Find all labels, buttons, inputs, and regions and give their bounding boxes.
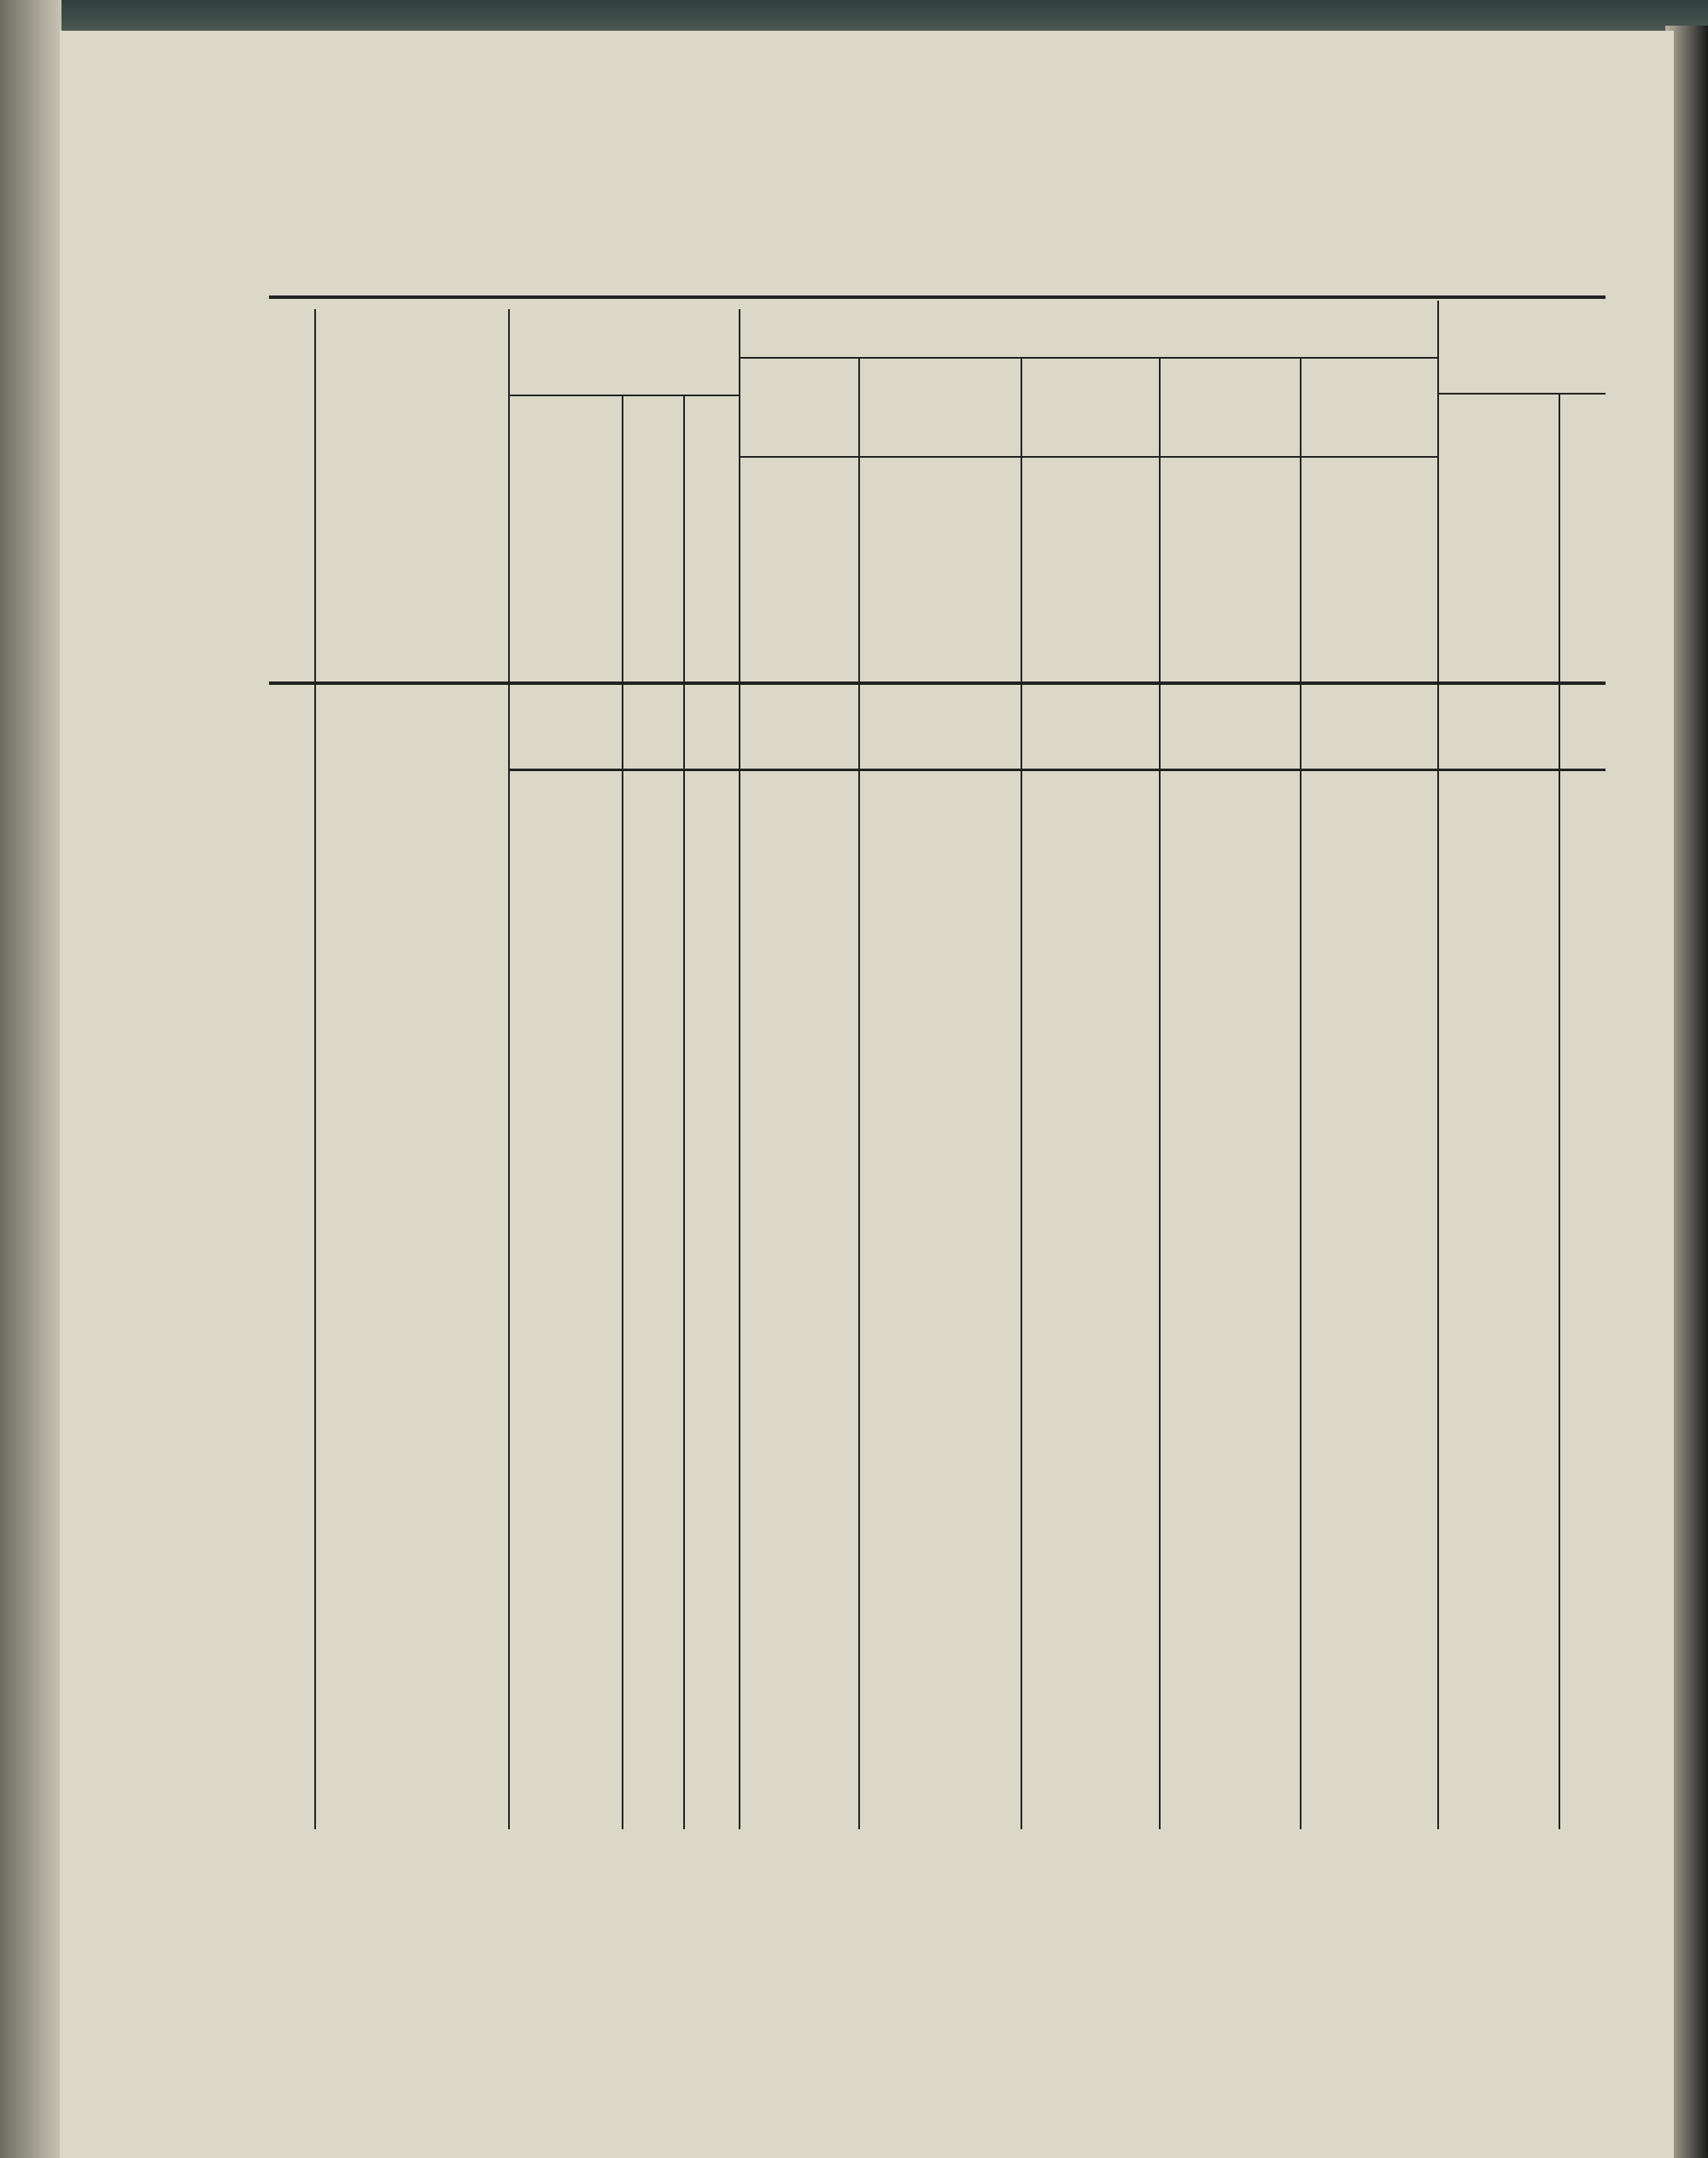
col-rule-1 [314,309,316,1829]
header-bottom-rule [269,681,1606,685]
col-rule-11 [1559,393,1560,1829]
col-rule-7 [1021,357,1022,1829]
book-top-edge [0,0,1708,34]
staat-sub-rule [508,395,739,396]
col-rule-6 [858,357,860,1829]
col-rule-5 [739,309,740,1829]
ueberhaupt-header [1565,393,1602,675]
header-top-rule [269,295,1606,299]
israel-procente-header [1305,478,1339,640]
col-rule-10 [1437,301,1439,1829]
col-rule-9 [1300,357,1301,1829]
book-left-edge [0,0,61,2158]
kreis-procente-header [745,478,779,640]
civil-procente-header [864,478,898,640]
col-rule-4 [683,395,685,1829]
sum-rule [508,769,1606,771]
evang-procente-header [1027,478,1061,640]
kath-procente-header [1165,478,1199,640]
kopf-header [688,401,736,640]
nummer-header [275,547,304,675]
col-rule-3 [622,395,623,1829]
col-rule-2 [508,309,510,1829]
zuschlag-sub-rule [739,357,1439,359]
page [60,31,1674,2158]
col-rule-8 [1159,357,1161,1829]
zuschlag-sub-rule-2 [739,456,1439,458]
